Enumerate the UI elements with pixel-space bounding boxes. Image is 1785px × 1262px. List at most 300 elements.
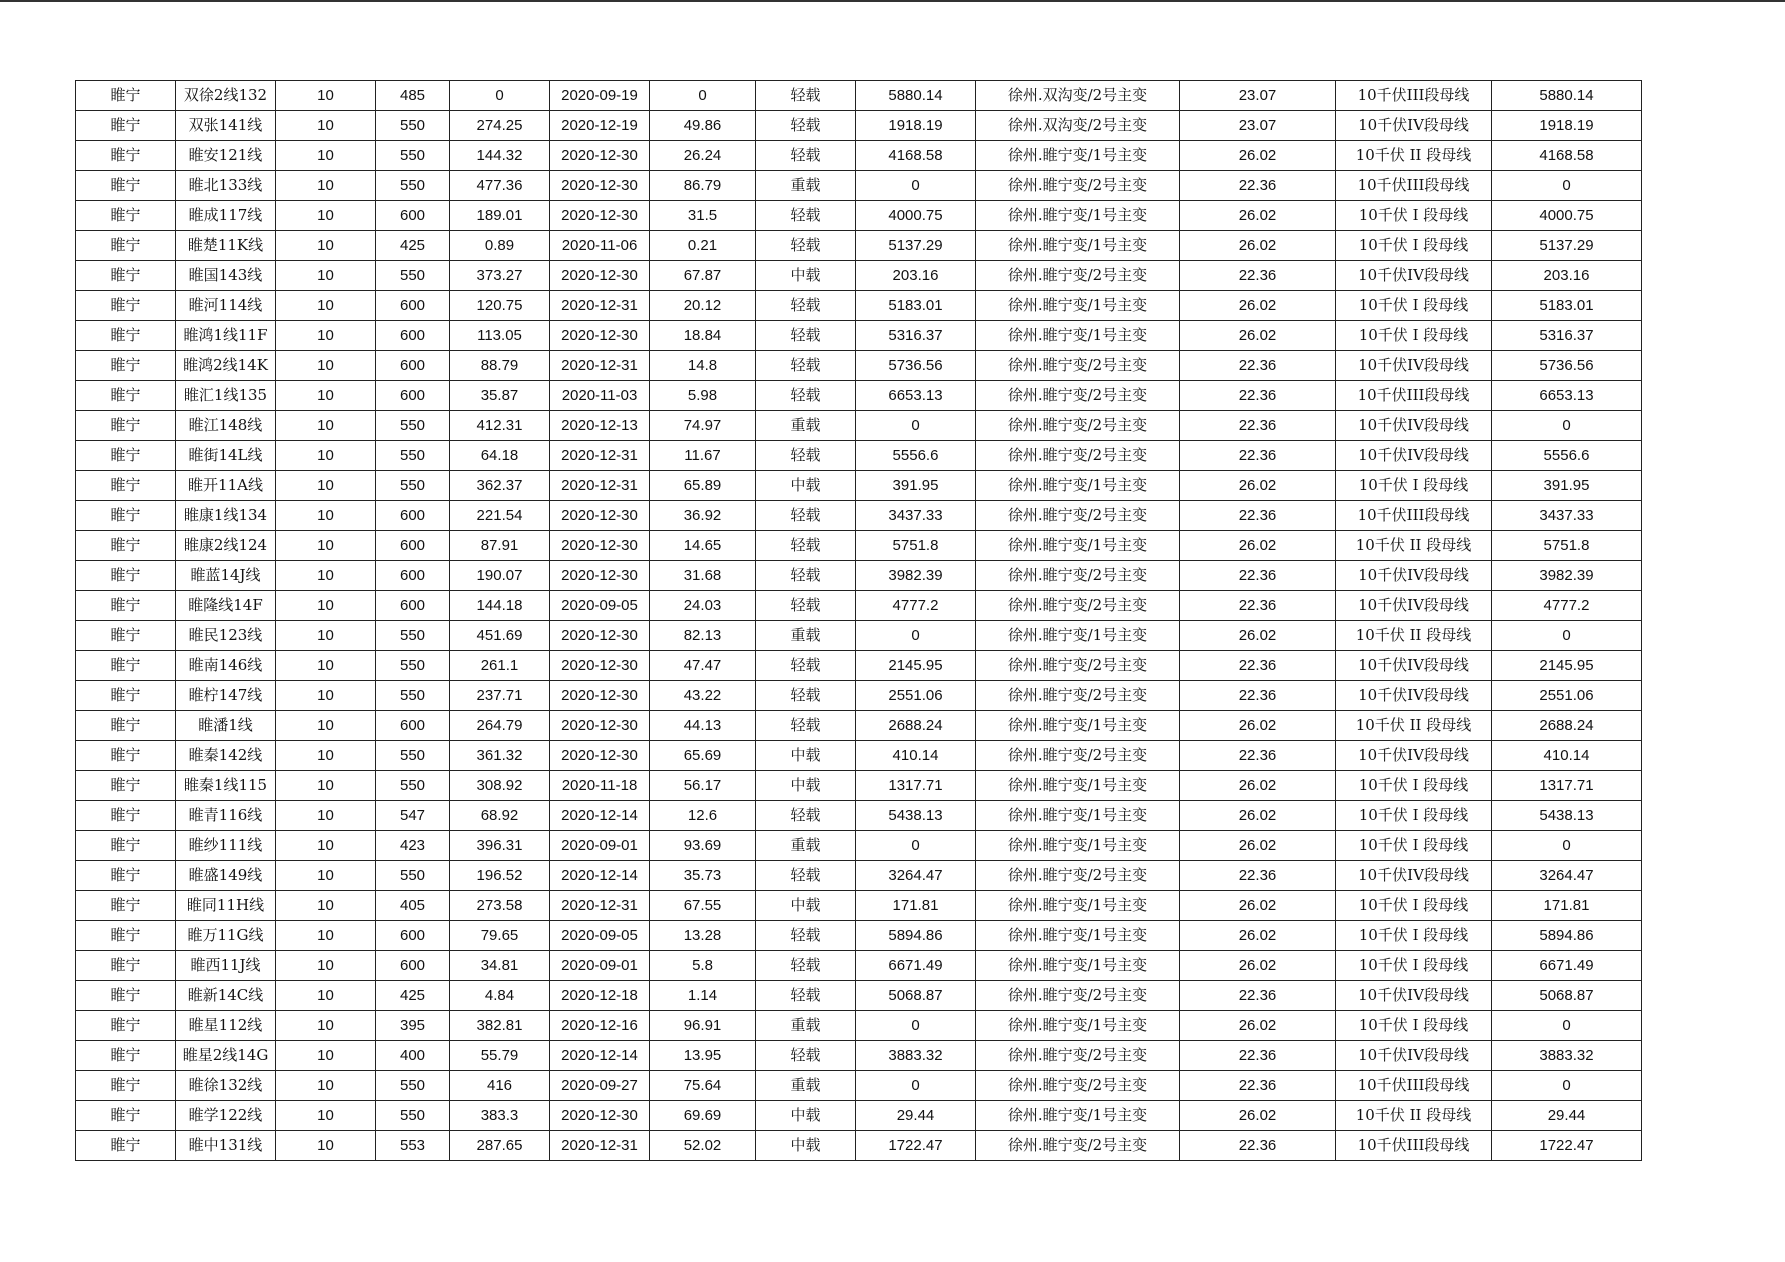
date-cell: 2020-09-01 (550, 831, 650, 861)
date-cell: 2020-12-19 (550, 111, 650, 141)
available-capacity-cell: 4000.75 (856, 201, 976, 231)
substation-transformer-cell: 徐州.睢宁变/2号主变 (976, 561, 1180, 591)
load-status-cell: 重载 (756, 171, 856, 201)
date-cell: 2020-12-31 (550, 291, 650, 321)
load-status-cell: 轻载 (756, 861, 856, 891)
max-load-cell: 79.65 (450, 921, 550, 951)
table-row (76, 771, 1642, 801)
busbar-cell: 10千伏 I 段母线 (1336, 831, 1492, 861)
transformer-load-rate-cell: 26.02 (1180, 201, 1336, 231)
capacity-cell: 405 (376, 891, 450, 921)
date-cell: 2020-12-31 (550, 441, 650, 471)
transformer-load-rate-cell: 22.36 (1180, 981, 1336, 1011)
busbar-cell: 10千伏IV段母线 (1336, 741, 1492, 771)
date-cell: 2020-09-19 (550, 81, 650, 111)
county-cell: 睢宁 (76, 891, 176, 921)
date-cell: 2020-12-16 (550, 1011, 650, 1041)
date-cell: 2020-11-03 (550, 381, 650, 411)
max-load-cell: 190.07 (450, 561, 550, 591)
line-name-cell: 睢开11A线 (176, 471, 276, 501)
busbar-cell: 10千伏IV段母线 (1336, 681, 1492, 711)
transformer-load-rate-cell: 22.36 (1180, 741, 1336, 771)
load-rate-cell: 1.14 (650, 981, 756, 1011)
available-capacity-cell: 3437.33 (856, 501, 976, 531)
capacity-cell: 550 (376, 621, 450, 651)
max-load-cell: 274.25 (450, 111, 550, 141)
busbar-available-cell: 1317.71 (1492, 771, 1642, 801)
substation-transformer-cell: 徐州.睢宁变/1号主变 (976, 471, 1180, 501)
capacity-cell: 550 (376, 261, 450, 291)
table-row (76, 651, 1642, 681)
county-cell: 睢宁 (76, 141, 176, 171)
available-capacity-cell: 1918.19 (856, 111, 976, 141)
county-cell: 睢宁 (76, 921, 176, 951)
busbar-cell: 10千伏IV段母线 (1336, 981, 1492, 1011)
voltage-cell: 10 (276, 1011, 376, 1041)
capacity-cell: 553 (376, 1131, 450, 1161)
date-cell: 2020-09-05 (550, 921, 650, 951)
voltage-cell: 10 (276, 351, 376, 381)
load-rate-cell: 56.17 (650, 771, 756, 801)
county-cell: 睢宁 (76, 531, 176, 561)
load-rate-cell: 13.28 (650, 921, 756, 951)
county-cell: 睢宁 (76, 1011, 176, 1041)
substation-transformer-cell: 徐州.睢宁变/2号主变 (976, 681, 1180, 711)
county-cell: 睢宁 (76, 741, 176, 771)
load-status-cell: 中载 (756, 1131, 856, 1161)
busbar-available-cell: 0 (1492, 1071, 1642, 1101)
available-capacity-cell: 5751.8 (856, 531, 976, 561)
load-rate-cell: 0.21 (650, 231, 756, 261)
load-status-cell: 中载 (756, 1101, 856, 1131)
capacity-cell: 600 (376, 921, 450, 951)
voltage-cell: 10 (276, 471, 376, 501)
capacity-cell: 600 (376, 201, 450, 231)
transformer-load-rate-cell: 26.02 (1180, 831, 1336, 861)
voltage-cell: 10 (276, 1101, 376, 1131)
busbar-available-cell: 5736.56 (1492, 351, 1642, 381)
max-load-cell: 34.81 (450, 951, 550, 981)
busbar-available-cell: 4000.75 (1492, 201, 1642, 231)
substation-transformer-cell: 徐州.睢宁变/1号主变 (976, 231, 1180, 261)
busbar-cell: 10千伏 II 段母线 (1336, 141, 1492, 171)
capacity-cell: 550 (376, 441, 450, 471)
table-row (76, 261, 1642, 291)
voltage-cell: 10 (276, 261, 376, 291)
capacity-cell: 547 (376, 801, 450, 831)
load-rate-cell: 31.5 (650, 201, 756, 231)
busbar-available-cell: 5894.86 (1492, 921, 1642, 951)
busbar-available-cell: 5556.6 (1492, 441, 1642, 471)
date-cell: 2020-09-05 (550, 591, 650, 621)
max-load-cell: 64.18 (450, 441, 550, 471)
date-cell: 2020-12-30 (550, 1101, 650, 1131)
date-cell: 2020-12-31 (550, 351, 650, 381)
load-status-cell: 中载 (756, 771, 856, 801)
available-capacity-cell: 0 (856, 831, 976, 861)
date-cell: 2020-09-01 (550, 951, 650, 981)
load-rate-cell: 47.47 (650, 651, 756, 681)
load-rate-cell: 43.22 (650, 681, 756, 711)
date-cell: 2020-12-30 (550, 621, 650, 651)
max-load-cell: 55.79 (450, 1041, 550, 1071)
line-name-cell: 睢南146线 (176, 651, 276, 681)
transformer-load-rate-cell: 22.36 (1180, 411, 1336, 441)
substation-transformer-cell: 徐州.睢宁变/2号主变 (976, 861, 1180, 891)
table-row (76, 501, 1642, 531)
line-name-cell: 睢北133线 (176, 171, 276, 201)
county-cell: 睢宁 (76, 831, 176, 861)
load-status-cell: 轻载 (756, 951, 856, 981)
substation-transformer-cell: 徐州.睢宁变/1号主变 (976, 891, 1180, 921)
line-name-cell: 睢柠147线 (176, 681, 276, 711)
busbar-available-cell: 410.14 (1492, 741, 1642, 771)
voltage-cell: 10 (276, 1041, 376, 1071)
transformer-load-rate-cell: 26.02 (1180, 711, 1336, 741)
max-load-cell: 477.36 (450, 171, 550, 201)
load-status-cell: 重载 (756, 621, 856, 651)
load-rate-cell: 24.03 (650, 591, 756, 621)
busbar-cell: 10千伏 I 段母线 (1336, 1011, 1492, 1041)
load-rate-cell: 74.97 (650, 411, 756, 441)
voltage-cell: 10 (276, 141, 376, 171)
transformer-load-rate-cell: 26.02 (1180, 771, 1336, 801)
busbar-cell: 10千伏IV段母线 (1336, 351, 1492, 381)
line-name-cell: 睢蓝14J线 (176, 561, 276, 591)
busbar-cell: 10千伏III段母线 (1336, 501, 1492, 531)
load-rate-cell: 82.13 (650, 621, 756, 651)
load-status-cell: 轻载 (756, 1041, 856, 1071)
available-capacity-cell: 3264.47 (856, 861, 976, 891)
load-rate-cell: 93.69 (650, 831, 756, 861)
date-cell: 2020-12-30 (550, 741, 650, 771)
line-name-cell: 睢鸿2线14K (176, 351, 276, 381)
busbar-cell: 10千伏 II 段母线 (1336, 531, 1492, 561)
date-cell: 2020-12-30 (550, 321, 650, 351)
available-capacity-cell: 6653.13 (856, 381, 976, 411)
max-load-cell: 189.01 (450, 201, 550, 231)
table-row (76, 981, 1642, 1011)
substation-transformer-cell: 徐州.睢宁变/1号主变 (976, 1101, 1180, 1131)
date-cell: 2020-12-30 (550, 681, 650, 711)
county-cell: 睢宁 (76, 441, 176, 471)
transformer-load-rate-cell: 22.36 (1180, 861, 1336, 891)
max-load-cell: 287.65 (450, 1131, 550, 1161)
county-cell: 睢宁 (76, 471, 176, 501)
line-name-cell: 睢秦1线115 (176, 771, 276, 801)
county-cell: 睢宁 (76, 291, 176, 321)
transformer-load-rate-cell: 26.02 (1180, 921, 1336, 951)
busbar-cell: 10千伏IV段母线 (1336, 441, 1492, 471)
load-status-cell: 轻载 (756, 591, 856, 621)
line-name-cell: 睢鸿1线11F (176, 321, 276, 351)
voltage-cell: 10 (276, 891, 376, 921)
available-capacity-cell: 5736.56 (856, 351, 976, 381)
table-row (76, 231, 1642, 261)
busbar-cell: 10千伏 I 段母线 (1336, 231, 1492, 261)
county-cell: 睢宁 (76, 81, 176, 111)
transformer-load-rate-cell: 26.02 (1180, 621, 1336, 651)
busbar-available-cell: 6671.49 (1492, 951, 1642, 981)
max-load-cell: 120.75 (450, 291, 550, 321)
date-cell: 2020-12-31 (550, 891, 650, 921)
load-rate-cell: 26.24 (650, 141, 756, 171)
capacity-cell: 550 (376, 1101, 450, 1131)
max-load-cell: 261.1 (450, 651, 550, 681)
county-cell: 睢宁 (76, 261, 176, 291)
busbar-cell: 10千伏IV段母线 (1336, 861, 1492, 891)
date-cell: 2020-12-30 (550, 141, 650, 171)
substation-transformer-cell: 徐州.睢宁变/2号主变 (976, 651, 1180, 681)
table-row (76, 171, 1642, 201)
load-rate-cell: 0 (650, 81, 756, 111)
date-cell: 2020-12-30 (550, 261, 650, 291)
transformer-load-rate-cell: 26.02 (1180, 141, 1336, 171)
max-load-cell: 396.31 (450, 831, 550, 861)
voltage-cell: 10 (276, 771, 376, 801)
substation-transformer-cell: 徐州.睢宁变/2号主变 (976, 261, 1180, 291)
load-status-cell: 重载 (756, 1011, 856, 1041)
voltage-cell: 10 (276, 291, 376, 321)
load-rate-cell: 65.89 (650, 471, 756, 501)
line-name-cell: 睢潘1线 (176, 711, 276, 741)
max-load-cell: 383.3 (450, 1101, 550, 1131)
transformer-load-rate-cell: 22.36 (1180, 1041, 1336, 1071)
busbar-available-cell: 4777.2 (1492, 591, 1642, 621)
substation-transformer-cell: 徐州.睢宁变/2号主变 (976, 1041, 1180, 1071)
county-cell: 睢宁 (76, 1041, 176, 1071)
line-name-cell: 双徐2线132 (176, 81, 276, 111)
load-status-cell: 轻载 (756, 921, 856, 951)
max-load-cell: 264.79 (450, 711, 550, 741)
line-name-cell: 睢秦142线 (176, 741, 276, 771)
available-capacity-cell: 2551.06 (856, 681, 976, 711)
max-load-cell: 362.37 (450, 471, 550, 501)
busbar-cell: 10千伏IV段母线 (1336, 561, 1492, 591)
line-name-cell: 睢徐132线 (176, 1071, 276, 1101)
substation-transformer-cell: 徐州.睢宁变/1号主变 (976, 951, 1180, 981)
transformer-load-rate-cell: 22.36 (1180, 171, 1336, 201)
substation-transformer-cell: 徐州.睢宁变/1号主变 (976, 141, 1180, 171)
load-rate-cell: 36.92 (650, 501, 756, 531)
busbar-available-cell: 5183.01 (1492, 291, 1642, 321)
max-load-cell: 4.84 (450, 981, 550, 1011)
load-status-cell: 轻载 (756, 561, 856, 591)
load-status-cell: 中载 (756, 471, 856, 501)
county-cell: 睢宁 (76, 171, 176, 201)
max-load-cell: 416 (450, 1071, 550, 1101)
county-cell: 睢宁 (76, 201, 176, 231)
table-row (76, 411, 1642, 441)
busbar-available-cell: 391.95 (1492, 471, 1642, 501)
capacity-cell: 550 (376, 171, 450, 201)
busbar-cell: 10千伏 I 段母线 (1336, 951, 1492, 981)
available-capacity-cell: 0 (856, 1071, 976, 1101)
voltage-cell: 10 (276, 951, 376, 981)
busbar-available-cell: 171.81 (1492, 891, 1642, 921)
substation-transformer-cell: 徐州.双沟变/2号主变 (976, 111, 1180, 141)
available-capacity-cell: 29.44 (856, 1101, 976, 1131)
substation-transformer-cell: 徐州.双沟变/2号主变 (976, 81, 1180, 111)
table-row (76, 1071, 1642, 1101)
transformer-load-rate-cell: 22.36 (1180, 1071, 1336, 1101)
substation-transformer-cell: 徐州.睢宁变/1号主变 (976, 321, 1180, 351)
line-name-cell: 睢中131线 (176, 1131, 276, 1161)
max-load-cell: 144.32 (450, 141, 550, 171)
busbar-cell: 10千伏IV段母线 (1336, 411, 1492, 441)
voltage-cell: 10 (276, 621, 376, 651)
busbar-available-cell: 3982.39 (1492, 561, 1642, 591)
substation-transformer-cell: 徐州.睢宁变/2号主变 (976, 381, 1180, 411)
capacity-cell: 600 (376, 951, 450, 981)
max-load-cell: 308.92 (450, 771, 550, 801)
available-capacity-cell: 3883.32 (856, 1041, 976, 1071)
substation-transformer-cell: 徐州.睢宁变/1号主变 (976, 201, 1180, 231)
voltage-cell: 10 (276, 681, 376, 711)
county-cell: 睢宁 (76, 591, 176, 621)
table-row (76, 1101, 1642, 1131)
substation-transformer-cell: 徐州.睢宁变/1号主变 (976, 831, 1180, 861)
load-rate-cell: 35.73 (650, 861, 756, 891)
max-load-cell: 382.81 (450, 1011, 550, 1041)
transformer-load-rate-cell: 23.07 (1180, 81, 1336, 111)
busbar-available-cell: 5751.8 (1492, 531, 1642, 561)
load-status-cell: 轻载 (756, 351, 856, 381)
capacity-cell: 550 (376, 411, 450, 441)
busbar-available-cell: 29.44 (1492, 1101, 1642, 1131)
line-name-cell: 睢康2线124 (176, 531, 276, 561)
county-cell: 睢宁 (76, 801, 176, 831)
transformer-load-rate-cell: 22.36 (1180, 1131, 1336, 1161)
load-status-cell: 轻载 (756, 381, 856, 411)
busbar-available-cell: 2145.95 (1492, 651, 1642, 681)
load-status-cell: 轻载 (756, 441, 856, 471)
county-cell: 睢宁 (76, 771, 176, 801)
line-name-cell: 睢纱111线 (176, 831, 276, 861)
voltage-cell: 10 (276, 321, 376, 351)
load-status-cell: 中载 (756, 741, 856, 771)
available-capacity-cell: 0 (856, 1011, 976, 1041)
load-status-cell: 轻载 (756, 801, 856, 831)
max-load-cell: 144.18 (450, 591, 550, 621)
voltage-cell: 10 (276, 921, 376, 951)
line-name-cell: 睢汇1线135 (176, 381, 276, 411)
busbar-available-cell: 5137.29 (1492, 231, 1642, 261)
capacity-cell: 485 (376, 81, 450, 111)
capacity-cell: 600 (376, 351, 450, 381)
busbar-cell: 10千伏IV段母线 (1336, 261, 1492, 291)
voltage-cell: 10 (276, 531, 376, 561)
county-cell: 睢宁 (76, 381, 176, 411)
busbar-cell: 10千伏IV段母线 (1336, 651, 1492, 681)
capacity-cell: 425 (376, 981, 450, 1011)
substation-transformer-cell: 徐州.睢宁变/1号主变 (976, 711, 1180, 741)
table-row (76, 621, 1642, 651)
voltage-cell: 10 (276, 591, 376, 621)
load-status-cell: 轻载 (756, 201, 856, 231)
available-capacity-cell: 3982.39 (856, 561, 976, 591)
busbar-cell: 10千伏 I 段母线 (1336, 801, 1492, 831)
available-capacity-cell: 4168.58 (856, 141, 976, 171)
capacity-cell: 550 (376, 741, 450, 771)
available-capacity-cell: 5137.29 (856, 231, 976, 261)
transformer-load-rate-cell: 26.02 (1180, 1011, 1336, 1041)
voltage-cell: 10 (276, 441, 376, 471)
line-name-cell: 睢河114线 (176, 291, 276, 321)
capacity-cell: 550 (376, 681, 450, 711)
busbar-cell: 10千伏 I 段母线 (1336, 471, 1492, 501)
capacity-cell: 400 (376, 1041, 450, 1071)
max-load-cell: 88.79 (450, 351, 550, 381)
voltage-cell: 10 (276, 711, 376, 741)
load-status-cell: 中载 (756, 891, 856, 921)
line-name-cell: 睢新14C线 (176, 981, 276, 1011)
capacity-cell: 550 (376, 771, 450, 801)
date-cell: 2020-11-18 (550, 771, 650, 801)
table-row (76, 81, 1642, 111)
voltage-cell: 10 (276, 801, 376, 831)
load-status-cell: 轻载 (756, 651, 856, 681)
line-name-cell: 睢民123线 (176, 621, 276, 651)
page-top-rule (0, 0, 1785, 2)
load-rate-cell: 49.86 (650, 111, 756, 141)
busbar-available-cell: 1918.19 (1492, 111, 1642, 141)
substation-transformer-cell: 徐州.睢宁变/1号主变 (976, 291, 1180, 321)
load-status-cell: 轻载 (756, 711, 856, 741)
table-row (76, 801, 1642, 831)
county-cell: 睢宁 (76, 231, 176, 261)
table-row (76, 201, 1642, 231)
max-load-cell: 196.52 (450, 861, 550, 891)
county-cell: 睢宁 (76, 561, 176, 591)
voltage-cell: 10 (276, 81, 376, 111)
max-load-cell: 35.87 (450, 381, 550, 411)
busbar-cell: 10千伏III段母线 (1336, 171, 1492, 201)
table-row (76, 891, 1642, 921)
capacity-cell: 600 (376, 531, 450, 561)
busbar-cell: 10千伏 II 段母线 (1336, 621, 1492, 651)
line-name-cell: 睢同11H线 (176, 891, 276, 921)
transformer-load-rate-cell: 22.36 (1180, 351, 1336, 381)
line-name-cell: 睢楚11K线 (176, 231, 276, 261)
transformer-load-rate-cell: 22.36 (1180, 381, 1336, 411)
load-rate-cell: 5.8 (650, 951, 756, 981)
load-rate-cell: 67.55 (650, 891, 756, 921)
capacity-cell: 550 (376, 111, 450, 141)
substation-transformer-cell: 徐州.睢宁变/2号主变 (976, 741, 1180, 771)
capacity-cell: 423 (376, 831, 450, 861)
transformer-load-rate-cell: 22.36 (1180, 501, 1336, 531)
substation-transformer-cell: 徐州.睢宁变/2号主变 (976, 351, 1180, 381)
capacity-cell: 550 (376, 471, 450, 501)
transformer-load-rate-cell: 22.36 (1180, 261, 1336, 291)
date-cell: 2020-12-31 (550, 1131, 650, 1161)
available-capacity-cell: 0 (856, 171, 976, 201)
max-load-cell: 273.58 (450, 891, 550, 921)
available-capacity-cell: 1722.47 (856, 1131, 976, 1161)
transformer-load-rate-cell: 26.02 (1180, 801, 1336, 831)
busbar-available-cell: 5880.14 (1492, 81, 1642, 111)
line-name-cell: 睢学122线 (176, 1101, 276, 1131)
table-row (76, 591, 1642, 621)
busbar-available-cell: 2551.06 (1492, 681, 1642, 711)
capacity-cell: 550 (376, 651, 450, 681)
transformer-load-rate-cell: 26.02 (1180, 231, 1336, 261)
date-cell: 2020-12-14 (550, 1041, 650, 1071)
load-status-cell: 重载 (756, 831, 856, 861)
load-rate-cell: 5.98 (650, 381, 756, 411)
table-row (76, 471, 1642, 501)
